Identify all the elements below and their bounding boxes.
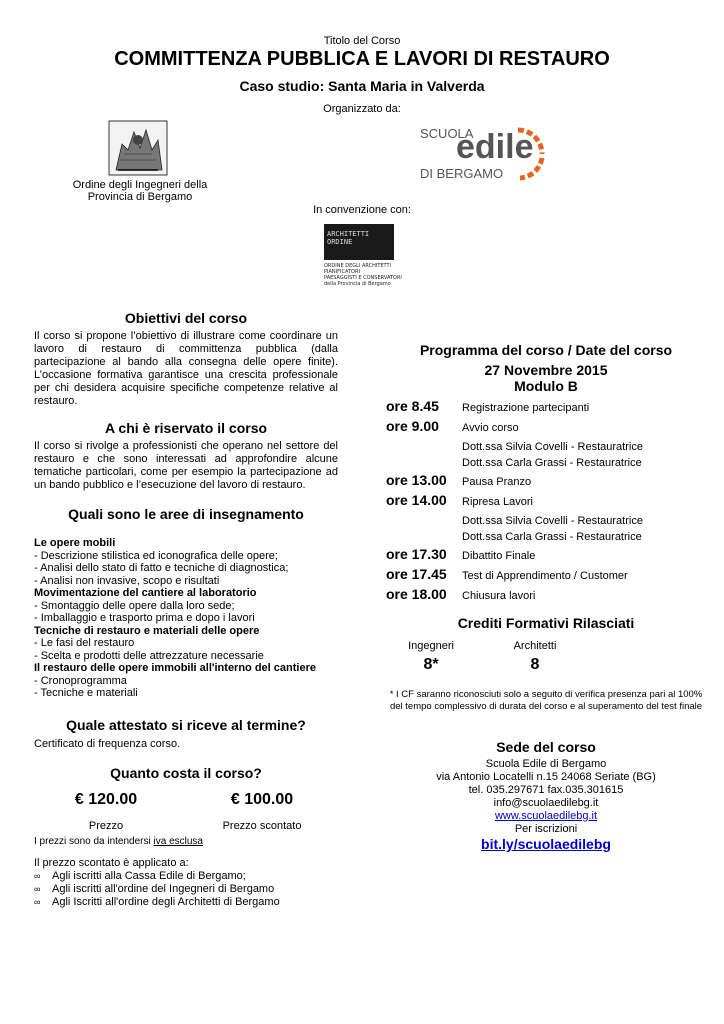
area-topic-heading: Tecniche di restauro e materiali delle opere: [34, 624, 260, 637]
ingegneri-caption-2: Provincia di Bergamo: [87, 191, 193, 203]
venue-heading: Sede del corso: [496, 739, 596, 755]
ingegneri-emblem-icon: [108, 120, 168, 176]
schedule-time: ore 18.00: [386, 586, 447, 602]
enroll-label: Per iscrizioni: [514, 823, 578, 835]
program-module: Modulo B: [514, 378, 578, 394]
architetti-logo-icon: ARCHITETTI ORDINE: [324, 224, 394, 260]
areas-heading: Quali sono le aree di insegnamento: [68, 506, 304, 522]
schedule-time: ore 17.45: [386, 566, 447, 582]
price-value: € 120.00: [74, 791, 138, 808]
schedule-row: [386, 527, 706, 545]
area-topic-item: - Le fasi del restauro: [34, 637, 135, 649]
scuola-logo-line2: edile: [456, 128, 534, 166]
in-agreement: In convenzione con:: [313, 204, 411, 216]
enroll-link-wrap: [386, 836, 706, 852]
schedule-row: [386, 546, 706, 564]
schedule-activity: Avvio corso: [462, 422, 519, 434]
schedule-activity: Pausa Pranzo: [462, 476, 532, 488]
schedule-row: [386, 492, 706, 510]
area-topic-item: - Analisi non invasive, scopo e risultati: [34, 574, 220, 587]
area-topic-item: - Tecniche e materiali: [34, 687, 138, 699]
program-heading: Programma del corso / Date del corso: [419, 342, 673, 358]
venue-phone: tel. 035.297671 fax.035.301615: [468, 784, 624, 796]
schedule-activity: Ripresa Lavori: [462, 496, 533, 508]
schedule-row: [386, 586, 706, 604]
schedule-time: ore 8.45: [386, 398, 439, 414]
audience-heading: A chi è riservato il corso: [104, 420, 268, 436]
architetti-caption: ORDINE DEGLI ARCHITETTI PIANIFICATORI PAESAGGISTI E CONSERVATORI della Provincia di Bergamo: [324, 263, 402, 287]
ingegneri-caption-1: Ordine degli Ingegneri della: [72, 179, 208, 191]
scuola-logo-line1: SCUOLA: [420, 126, 474, 141]
credits-note: * I CF saranno riconosciuti solo a seguito di verifica presenza pari al 100% del tempo complessivo di durata del corso e al superamento del test finale: [389, 689, 703, 712]
schedule-activity: Chiusura lavori: [462, 590, 536, 602]
venue-name: Scuola Edile di Bergamo: [485, 758, 607, 770]
discount-item: ∞ Agli iscritti all'ordine del Ingegneri di Bergamo: [34, 883, 275, 895]
course-subtitle: Caso studio: Santa Maria in Valverda: [239, 78, 485, 94]
price-label: Prezzo: [88, 820, 124, 832]
scuola-logo-line3: DI BERGAMO: [420, 166, 504, 181]
objectives-heading: Obiettivi del corso: [124, 310, 248, 326]
area-topic-heading: Movimentazione del cantiere al laboratorio: [34, 587, 257, 599]
infinity-bullet-icon: ∞: [34, 884, 41, 894]
schedule-activity: Dott.ssa Silvia Covelli - Restauratrice: [462, 515, 643, 527]
area-topic-item: - Descrizione stilistica ed iconografica delle opere;: [34, 549, 278, 562]
area-topic-item: - Smontaggio delle opere dalla loro sede;: [34, 599, 235, 612]
program-date: 27 Novembre 2015: [484, 362, 608, 378]
discount-intro: Il prezzo scontato è applicato a:: [34, 857, 189, 869]
schedule-activity: Dibattito Finale: [462, 550, 536, 562]
cost-heading: Quanto costa il corso?: [110, 765, 262, 781]
enroll-link[interactable]: bit.ly/scuolaedilebg: [481, 836, 611, 852]
certificate-heading: Quale attestato si riceve al termine?: [66, 717, 306, 733]
area-topic-item: - Cronoprogramma: [34, 674, 127, 687]
areas-list: [34, 537, 338, 700]
venue-website-link-wrap: [386, 810, 706, 823]
certificate-text: Certificato di frequenza corso.: [34, 738, 181, 750]
schedule-activity: Dott.ssa Carla Grassi - Restauratrice: [462, 531, 642, 543]
schedule-row: [386, 453, 706, 471]
course-kicker: Titolo del Corso: [323, 35, 401, 47]
venue-email[interactable]: info@scuolaedilebg.it: [493, 797, 599, 809]
credits-arch-value: 8: [530, 656, 540, 673]
schedule-time: ore 17.30: [386, 546, 447, 562]
credits-ing-value: 8*: [423, 656, 439, 673]
schedule-row: [386, 418, 706, 436]
scuola-edile-logo: [416, 124, 556, 186]
schedule-time: ore 14.00: [386, 492, 447, 508]
vat-note: I prezzi sono da intendersi iva esclusa: [34, 836, 203, 847]
course-title: COMMITTENZA PUBBLICA E LAVORI DI RESTAURO: [114, 48, 610, 70]
schedule-activity: Test di Apprendimento / Customer: [462, 570, 628, 582]
infinity-bullet-icon: ∞: [34, 897, 41, 907]
schedule-time: ore 13.00: [386, 472, 447, 488]
credits-ing-label: Ingegneri: [408, 640, 454, 652]
organized-by: Organizzato da:: [323, 103, 401, 115]
audience-text: Il corso si rivolge a professionisti che operano nel settore del restauro e che sono interessati ad approfondire alcune tematiche particolari, come per esempio la partecipazione ad un bando pubblico e l’esecuzione del lavoro di restauro.: [34, 440, 338, 491]
schedule-row: [386, 566, 706, 584]
scuola-arc-icon: [512, 126, 552, 182]
schedule-activity: Dott.ssa Silvia Covelli - Restauratrice: [462, 441, 643, 453]
credits-heading: Crediti Formativi Rilasciati: [457, 615, 635, 631]
schedule-time: ore 9.00: [386, 418, 439, 434]
area-topic-item: - Imballaggio e trasporto prima e dopo i lavori: [34, 612, 255, 624]
discount-list: [34, 870, 280, 909]
discount-price-value: € 100.00: [230, 791, 294, 808]
area-topic-heading: Il restauro delle opere immobili all'interno del cantiere: [34, 662, 316, 674]
area-topic-item: - Scelta e prodotti delle attrezzature necessarie: [34, 649, 264, 662]
schedule-activity: Registrazione partecipanti: [462, 402, 590, 414]
discount-item: ∞ Agli Iscritti all'ordine degli Architetti di Bergamo: [34, 896, 280, 908]
area-topic-item: - Analisi dello stato di fatto e tecniche di diagnostica;: [34, 562, 289, 574]
objectives-text: Il corso si propone l’obiettivo di illustrare come coordinare un lavoro di restauro di committenza pubblica (dalla partecipazione al bando alla consegna delle opere finite). L’occasione formativa garantisce una crescita professionale per chi desidera acquisire specifiche competenze relative al restauro.: [34, 330, 338, 407]
credits-arch-label: Architetti: [513, 640, 557, 652]
venue-website-link[interactable]: www.scuolaedilebg.it: [494, 810, 598, 822]
area-topic-heading: Le opere mobili: [34, 537, 116, 549]
schedule-activity: Dott.ssa Carla Grassi - Restauratrice: [462, 457, 642, 469]
discount-price-label: Prezzo scontato: [222, 820, 302, 832]
discount-item: ∞ Agli iscritti alla Cassa Edile di Bergamo;: [34, 870, 246, 882]
schedule-row: [386, 398, 706, 416]
schedule-row: [386, 472, 706, 490]
infinity-bullet-icon: ∞: [34, 871, 41, 881]
venue-address: via Antonio Locatelli n.15 24068 Seriate (BG): [436, 771, 656, 783]
